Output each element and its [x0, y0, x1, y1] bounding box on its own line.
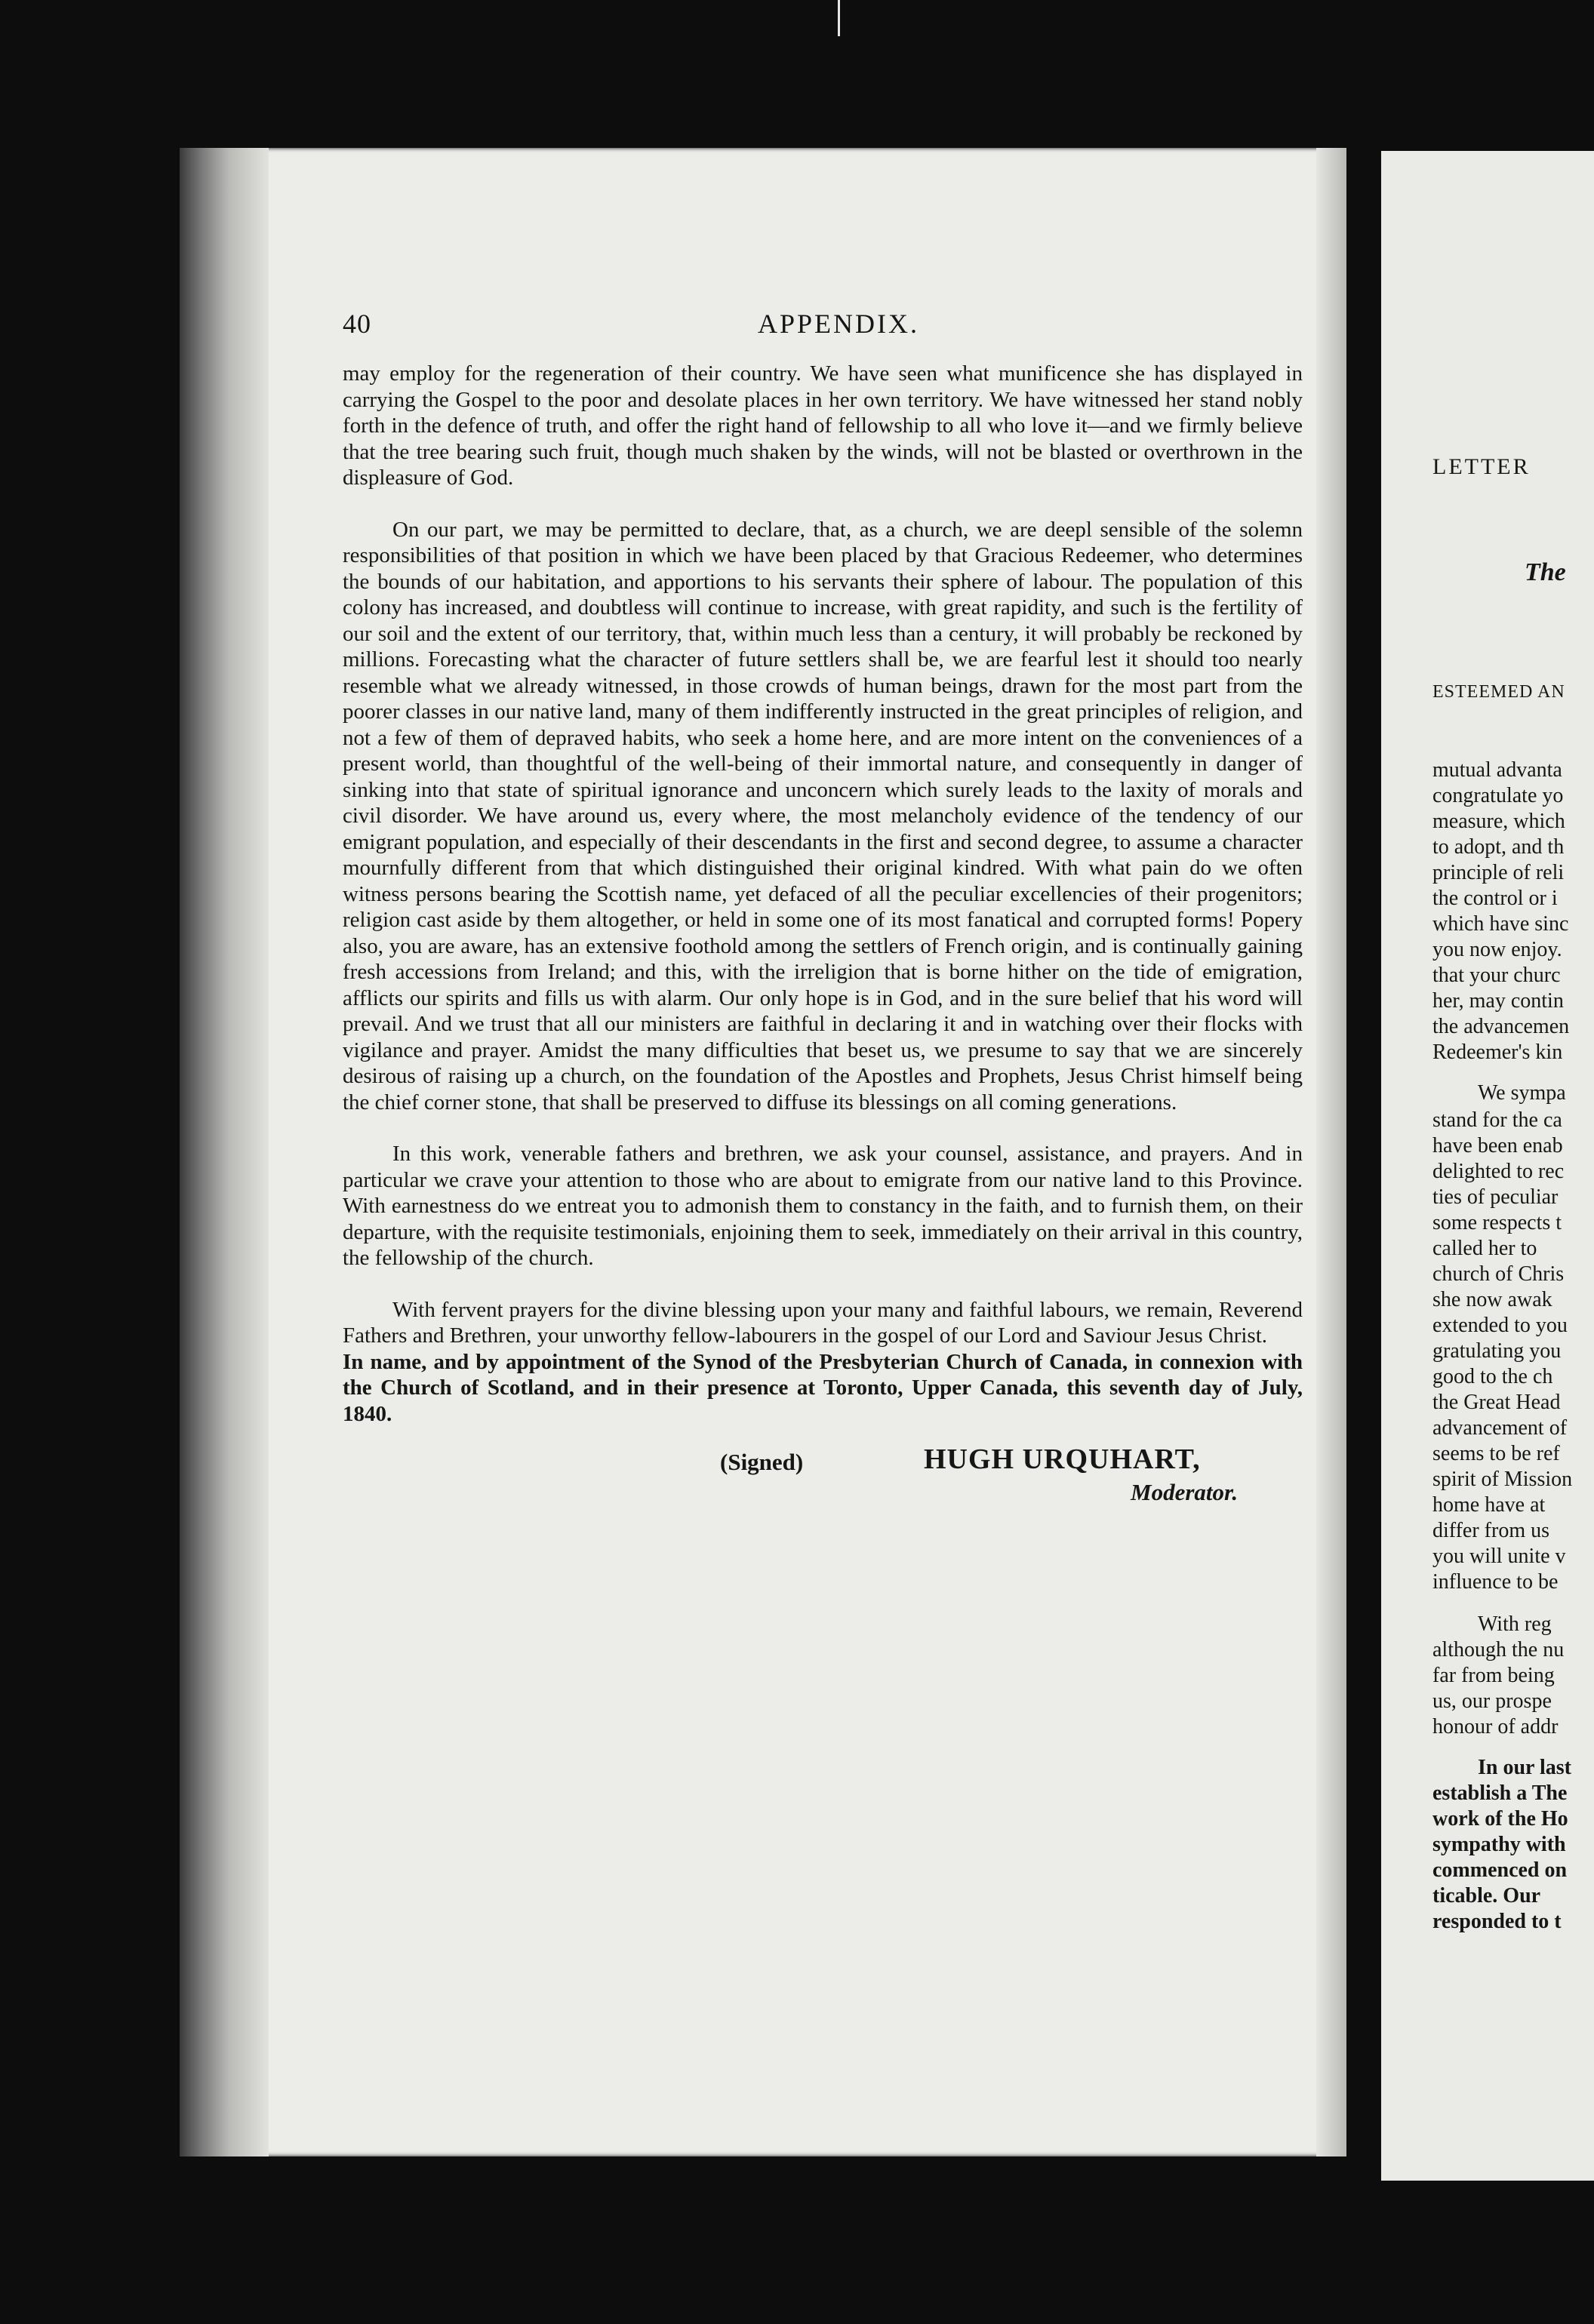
- right-page-line: The: [1525, 558, 1566, 586]
- right-page-line: ticable. Our: [1432, 1884, 1541, 1907]
- signer-name: HUGH URQUHART,: [924, 1443, 1201, 1475]
- right-page-line: advancement of: [1432, 1416, 1568, 1440]
- page-edge-shadow: [1316, 148, 1346, 2156]
- right-page-line: delighted to rec: [1432, 1160, 1565, 1183]
- film-mark: [838, 0, 840, 36]
- right-page-line: she now awak: [1432, 1288, 1552, 1311]
- right-page-line: With reg: [1478, 1612, 1552, 1636]
- right-page-line: stand for the ca: [1432, 1108, 1562, 1132]
- right-page-line: In our last: [1478, 1756, 1571, 1779]
- body-text: [343, 361, 1303, 1510]
- right-page-line: ESTEEMED AN: [1432, 682, 1565, 702]
- right-page-line: the Great Head: [1432, 1391, 1561, 1414]
- right-page-line: seems to be ref: [1432, 1442, 1560, 1465]
- right-page-line: differ from us: [1432, 1519, 1549, 1542]
- page-number: 40: [343, 309, 371, 339]
- paragraph: may employ for the regeneration of their country. We have seen what munificence she has displayed in carrying the Gospel to the poor and desolate places in her own territory. We have witnessed her stand nobly forth in the defence of truth, and offer the right hand of fellowship to all who love it—and we firmly believe that the tree bearing such fruit, though much shaken by the winds, will not be blasted or overthrown in the displeasure of God.: [343, 361, 1303, 490]
- right-page-line: called her to: [1432, 1237, 1537, 1260]
- right-page-line: her, may contin: [1432, 989, 1564, 1013]
- right-page-line: you now enjoy.: [1432, 938, 1562, 961]
- right-page-line: We sympa: [1478, 1081, 1566, 1105]
- gutter-shadow: [180, 148, 269, 2156]
- right-page-line: responded to t: [1432, 1910, 1562, 1933]
- right-page-line: Redeemer's kin: [1432, 1041, 1563, 1064]
- right-page-line: some respects t: [1432, 1211, 1562, 1234]
- right-page-line: work of the Ho: [1432, 1807, 1568, 1831]
- right-page-line: extended to you: [1432, 1314, 1568, 1337]
- right-page-line: spirit of Mission: [1432, 1468, 1573, 1491]
- right-page-line: mutual advanta: [1432, 758, 1562, 782]
- right-page-line: congratulate yo: [1432, 784, 1564, 807]
- right-page-line: honour of addr: [1432, 1715, 1559, 1738]
- right-page-line: good to the ch: [1432, 1365, 1553, 1388]
- paragraph: In this work, venerable fathers and brethren, we ask your counsel, assistance, and prayers. And in particular we crave your attention to those who are about to emigrate from our native land to this Province. With earnestness do we entreat you to admonish them to constancy in the faith, and to furnish them, on their departure, with the requisite testimonials, enjoining them to seek, immediately on their arrival in this country, the fellowship of the church.: [343, 1142, 1303, 1270]
- running-head: APPENDIX.: [758, 309, 920, 339]
- right-page-line: you will unite v: [1432, 1545, 1566, 1568]
- right-page-line: far from being: [1432, 1664, 1555, 1687]
- paragraph: With fervent prayers for the divine blessing upon your many and faithful labours, we remain, Reverend Fathers and Brethren, your unworthy fellow-labourers in the gospel of our Lord and Saviour Jesus Christ.: [343, 1297, 1303, 1348]
- right-page-line: us, our prospe: [1432, 1689, 1552, 1713]
- right-page-line: influence to be: [1432, 1570, 1559, 1594]
- right-page-line: the control or i: [1432, 887, 1558, 910]
- right-page-line: have been enab: [1432, 1134, 1563, 1157]
- signer-title: Moderator.: [1131, 1479, 1239, 1505]
- right-page-line: church of Chris: [1432, 1262, 1565, 1286]
- paragraph: On our part, we may be permitted to declare, that, as a church, we are deepl sensible of the solemn responsibilities of that position in which we have been placed by that Gracious Redeemer, who determines the bounds of our habitation, and apportions to his servants their sphere of labour. The population of this colony has increased, and doubtless will continue to increase, with great rapidity, and such is the fertility of our soil and the extent of our territory, that, within much less than a century, it will probably be reckoned by millions. Forecasting what the character of future settlers shall be, we are fearful lest it should too nearly resemble what we already witnessed, in those crowds of human beings, drawn for the most part from the poorer classes in our native land, many of them indifferently instructed in the great principles of religion, and not a few of them of depraved habits, who seek a home here, and are more intent on the conveniences of a present world, than thoughtful of the well-being of their immortal nature, and consequently in danger of sinking into that state of spiritual ignorance and unconcern which surely leads to the laxity of morals and civil disorder. We have around us, every where, the most melancholy evidence of the tendency of our emigrant population, and especially of their descendants in the first and second degree, to assume a character mournfully different from that which distinguished their original kindred. With what pain do we often witness persons bearing the Scottish name, yet defaced of all the peculiar excellencies of their progenitors; religion cast aside by them altogether, or held in some one of its most fanatical and corrupted forms! Popery also, you are aware, has an extensive foothold among the settlers of French origin, and is continually gaining fresh accessions from Ireland; and this, with the irreligion that is borne hither on the tide of emigration, afflicts our spirits and fills us with alarm. Our only hope is in God, and in the sure belief that his word will prevail. And we trust that all our ministers are faithful in declaring it and in watching over their flocks with vigilance and prayer. Amidst the many difficulties that beset us, we presume to say that we are sincerely desirous of raising up a church, on the foundation of the Apostles and Prophets, Jesus Christ himself being the chief corner stone, that shall be preserved to diffuse its blessings on all coming generations.: [343, 517, 1303, 1114]
- right-page-line: sympathy with: [1432, 1833, 1566, 1856]
- right-page-line: home have at: [1432, 1493, 1546, 1517]
- right-page-line: gratulating you: [1432, 1339, 1562, 1363]
- signed-label: (Signed): [720, 1449, 804, 1475]
- right-page-line: which have sinc: [1432, 912, 1569, 936]
- signature-block: [343, 1443, 1303, 1510]
- right-page-line: ties of peculiar: [1432, 1185, 1559, 1209]
- right-page-line: LETTER: [1432, 454, 1531, 479]
- right-page-line: principle of reli: [1432, 861, 1565, 884]
- dateline: In name, and by appointment of the Synod of the Presbyterian Church of Canada, in connexion with the Church of Scotland, and in their presence at Toronto, Upper Canada, this seventh day of July, 1840.: [343, 1349, 1303, 1426]
- right-page-line: measure, which: [1432, 810, 1565, 833]
- right-page-line: to adopt, and th: [1432, 835, 1565, 859]
- right-page-line: although the nu: [1432, 1638, 1565, 1662]
- right-page-line: establish a The: [1432, 1781, 1568, 1805]
- right-page-line: that your churc: [1432, 964, 1561, 987]
- right-page-line: the advancemen: [1432, 1015, 1570, 1038]
- right-page-line: commenced on: [1432, 1858, 1568, 1882]
